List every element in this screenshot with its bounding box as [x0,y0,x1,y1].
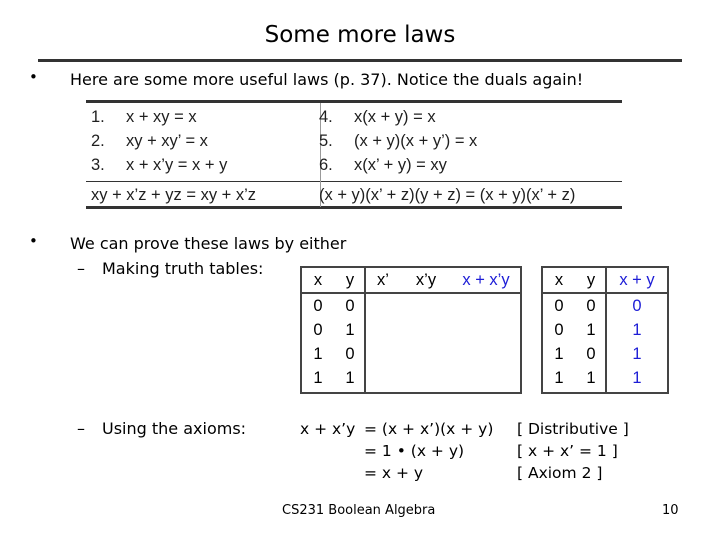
proof-reason: [ x + x’ = 1 ] [517,442,618,460]
table-cell: 1 [313,345,323,363]
bullet-text-laws: Here are some more useful laws (p. 37). Notice the duals again! [70,70,584,89]
table-cell-result: 0 [632,297,642,315]
laws-bottom-border [86,206,622,209]
slide-title: Some more laws [264,22,456,48]
law-expression: x + xy = x [126,108,197,126]
law-number: 1. [91,108,105,126]
table-cell: 0 [554,321,564,339]
table-column-divider [605,266,607,394]
sub-bullet-truth-tables: Making truth tables: [102,259,264,278]
proof-step: = x + y [364,464,424,482]
page-number: 10 [662,503,679,518]
table-border-left [300,266,302,394]
law-number: 6. [319,156,333,174]
column-header: y [586,271,596,289]
table-cell: 1 [345,321,355,339]
column-header: x’ [377,271,389,289]
table-cell: 1 [313,369,323,387]
column-header: x’y [415,271,437,289]
table-cell-result: 1 [632,345,642,363]
table-cell: 1 [586,321,596,339]
column-header-result: x + y [619,271,655,289]
table-cell: 1 [345,369,355,387]
consensus-law-dual: (x + y)(x’ + z)(y + z) = (x + y)(x’ + z) [319,186,576,204]
law-number: 5. [319,132,333,150]
table-cell: 0 [345,345,355,363]
sub-bullet-dash: – [77,259,85,278]
laws-table [86,100,622,208]
table-cell: 1 [554,369,564,387]
table-cell: 0 [313,297,323,315]
proof-reason: [ Distributive ] [517,420,629,438]
column-header: y [345,271,355,289]
law-expression: xy + xy’ = x [126,132,208,150]
table-column-divider [364,266,366,394]
table-border-right [667,266,669,394]
footer-course: CS231 Boolean Algebra [282,503,436,518]
bullet-dot: • [29,232,38,250]
law-number: 2. [91,132,105,150]
bullet-dot: • [29,68,38,86]
table-cell: 0 [313,321,323,339]
title-divider [38,59,682,62]
law-number: 3. [91,156,105,174]
truth-table-2 [541,266,669,394]
laws-top-border [86,100,622,103]
table-cell: 0 [345,297,355,315]
table-cell-result: 1 [632,321,642,339]
table-cell: 1 [586,369,596,387]
laws-separator [86,181,622,182]
table-border-right [520,266,522,394]
table-cell: 1 [554,345,564,363]
consensus-law: xy + x’z + yz = xy + x’z [91,186,257,204]
table-cell: 0 [586,345,596,363]
bullet-text-prove: We can prove these laws by either [70,234,347,253]
law-number: 4. [319,108,333,126]
table-cell: 0 [586,297,596,315]
table-cell-result: 1 [632,369,642,387]
law-expression: (x + y)(x + y’) = x [354,132,478,150]
table-cell: 0 [554,297,564,315]
column-header-result: x + x’y [462,271,510,289]
table-border-bottom [300,392,522,394]
proof-lhs: x + x’y [300,420,356,438]
proof-step: = (x + x’)(x + y) [364,420,494,438]
law-expression: x(x’ + y) = xy [354,156,447,174]
law-expression: x + x’y = x + y [126,156,228,174]
sub-bullet-axioms: Using the axioms: [102,419,247,438]
truth-table-1 [300,266,522,394]
table-border-left [541,266,543,394]
law-expression: x(x + y) = x [354,108,436,126]
column-header: x [313,271,323,289]
proof-reason: [ Axiom 2 ] [517,464,603,482]
table-border-top [300,266,522,268]
column-header: x [554,271,564,289]
table-header-separator [300,292,522,294]
proof-step: = 1 • (x + y) [364,442,465,460]
sub-bullet-dash: – [77,419,85,438]
